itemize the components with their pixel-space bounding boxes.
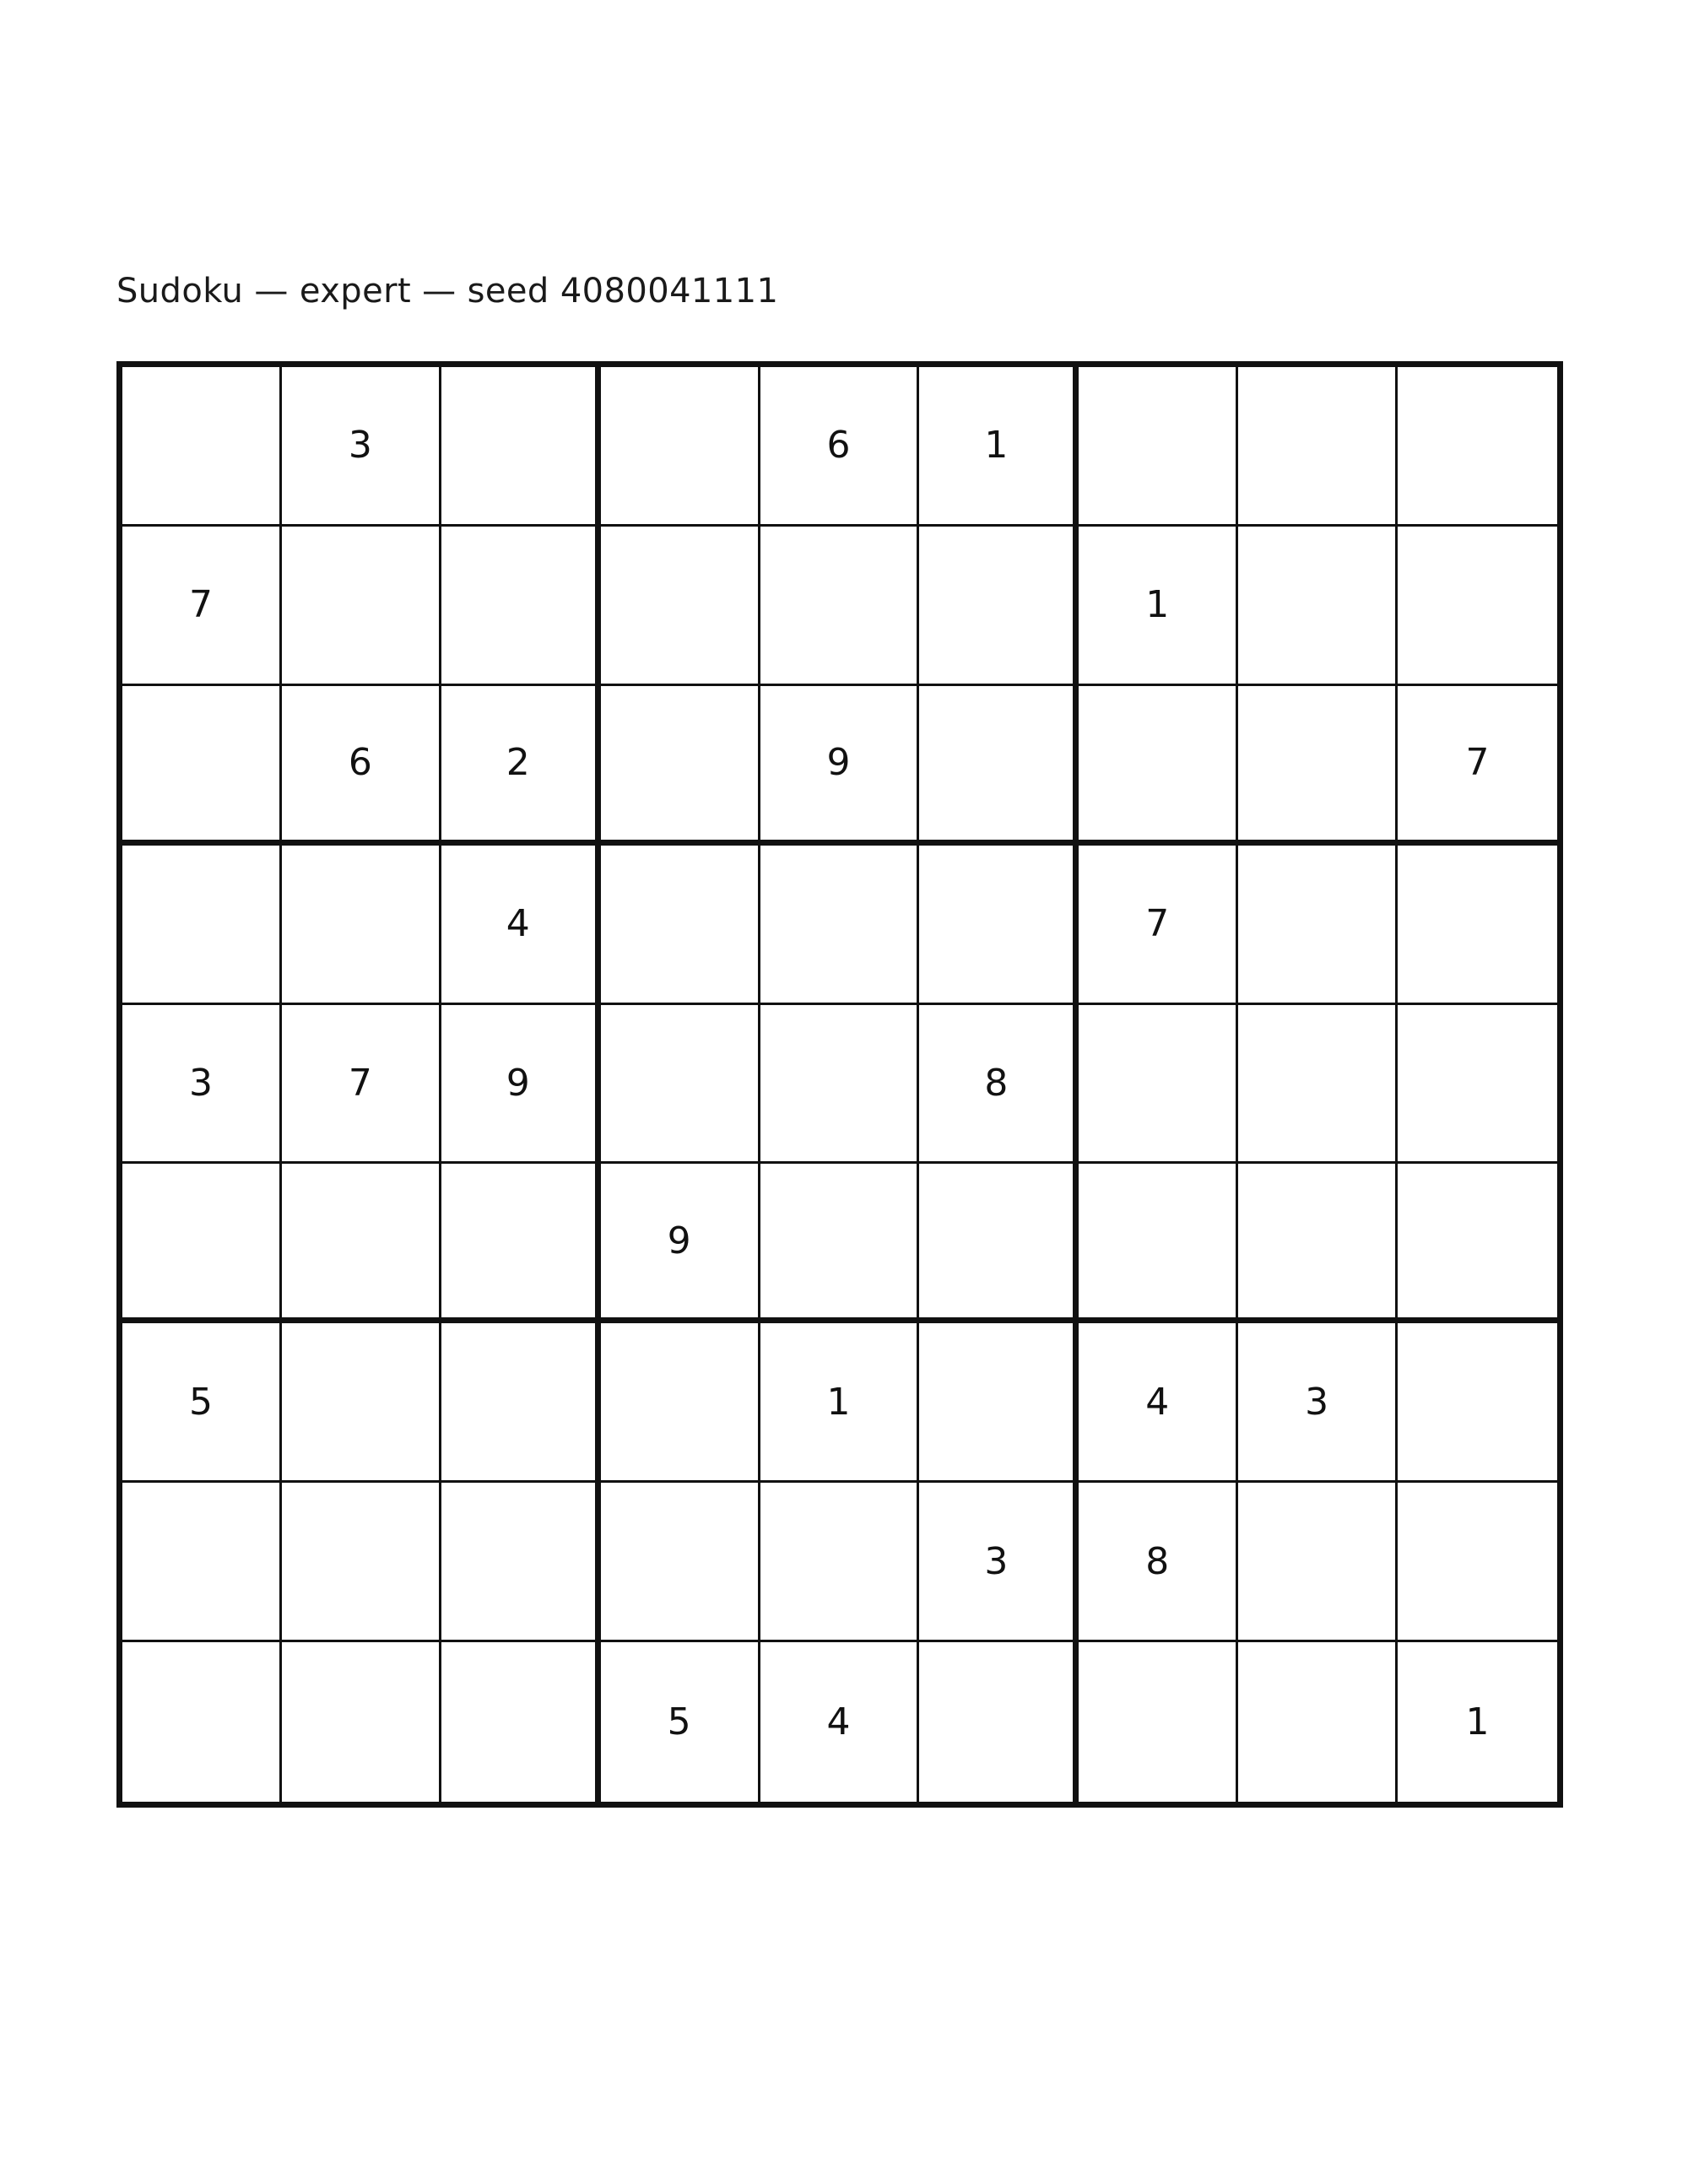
sudoku-cell[interactable] — [1079, 1005, 1238, 1165]
sudoku-cell[interactable]: 3 — [122, 1005, 282, 1165]
sudoku-cell[interactable] — [441, 367, 601, 527]
sudoku-cell[interactable] — [1238, 686, 1398, 846]
sudoku-cell[interactable]: 1 — [1079, 527, 1238, 686]
sudoku-cell[interactable] — [1238, 846, 1398, 1005]
sudoku-cell[interactable] — [919, 686, 1079, 846]
sudoku-cell[interactable] — [441, 1483, 601, 1642]
sudoku-cell[interactable] — [919, 527, 1079, 686]
sudoku-cell[interactable]: 7 — [1398, 686, 1557, 846]
sudoku-cell[interactable] — [760, 1005, 920, 1165]
sudoku-cell[interactable] — [1079, 686, 1238, 846]
sudoku-cell[interactable] — [122, 686, 282, 846]
sudoku-cell[interactable] — [282, 1164, 441, 1323]
sudoku-cell[interactable] — [441, 1323, 601, 1483]
page-title: Sudoku — expert — seed 4080041111 — [116, 272, 779, 311]
sudoku-cell[interactable] — [1238, 1642, 1398, 1802]
sudoku-cell[interactable] — [122, 367, 282, 527]
sudoku-cell[interactable] — [919, 846, 1079, 1005]
sudoku-cell[interactable] — [1238, 1164, 1398, 1323]
sudoku-cell[interactable] — [122, 1642, 282, 1802]
sudoku-cell[interactable] — [1079, 1164, 1238, 1323]
sudoku-cell[interactable] — [1398, 1483, 1557, 1642]
sudoku-cell[interactable]: 3 — [282, 367, 441, 527]
sudoku-cell[interactable]: 7 — [282, 1005, 441, 1165]
sudoku-cell[interactable] — [760, 1164, 920, 1323]
sudoku-cell[interactable]: 7 — [122, 527, 282, 686]
sudoku-cell[interactable] — [282, 1642, 441, 1802]
sudoku-cell[interactable]: 1 — [760, 1323, 920, 1483]
sudoku-cell[interactable]: 4 — [760, 1642, 920, 1802]
sudoku-cell[interactable] — [441, 1642, 601, 1802]
sudoku-cell[interactable]: 5 — [122, 1323, 282, 1483]
sudoku-cell[interactable]: 1 — [919, 367, 1079, 527]
sudoku-cell[interactable] — [282, 1323, 441, 1483]
sudoku-cell[interactable] — [282, 527, 441, 686]
sudoku-cell[interactable] — [1398, 527, 1557, 686]
sudoku-cell[interactable] — [1398, 1323, 1557, 1483]
sudoku-cell[interactable]: 4 — [441, 846, 601, 1005]
sudoku-cell[interactable] — [760, 527, 920, 686]
sudoku-cell[interactable] — [601, 686, 760, 846]
sudoku-cell[interactable]: 9 — [441, 1005, 601, 1165]
sudoku-cell[interactable] — [122, 1483, 282, 1642]
sudoku-cell[interactable] — [1079, 1642, 1238, 1802]
sudoku-cell[interactable] — [122, 1164, 282, 1323]
sudoku-cell[interactable]: 3 — [919, 1483, 1079, 1642]
sudoku-cell[interactable]: 8 — [1079, 1483, 1238, 1642]
sudoku-cell[interactable] — [760, 1483, 920, 1642]
sudoku-cell[interactable] — [1238, 1483, 1398, 1642]
sudoku-cell[interactable] — [601, 1323, 760, 1483]
sudoku-cell[interactable]: 9 — [601, 1164, 760, 1323]
sudoku-cell[interactable] — [601, 846, 760, 1005]
sudoku-cell[interactable] — [601, 1483, 760, 1642]
sudoku-cell[interactable] — [1398, 1164, 1557, 1323]
sudoku-cell[interactable] — [919, 1323, 1079, 1483]
sudoku-cell[interactable]: 3 — [1238, 1323, 1398, 1483]
sudoku-cell[interactable] — [919, 1642, 1079, 1802]
sudoku-cell[interactable]: 7 — [1079, 846, 1238, 1005]
sudoku-cell[interactable]: 8 — [919, 1005, 1079, 1165]
sudoku-cell[interactable]: 4 — [1079, 1323, 1238, 1483]
sudoku-grid-container — [116, 361, 1563, 1808]
sudoku-cell[interactable]: 2 — [441, 686, 601, 846]
sudoku-cell[interactable] — [601, 367, 760, 527]
sudoku-cell[interactable] — [282, 846, 441, 1005]
sudoku-cell[interactable]: 9 — [760, 686, 920, 846]
sudoku-cell[interactable] — [601, 1005, 760, 1165]
sudoku-cell[interactable] — [601, 527, 760, 686]
sudoku-cell[interactable] — [441, 1164, 601, 1323]
sudoku-cell[interactable]: 1 — [1398, 1642, 1557, 1802]
sudoku-cell[interactable]: 6 — [282, 686, 441, 846]
sudoku-cell[interactable]: 5 — [601, 1642, 760, 1802]
sudoku-cell[interactable] — [282, 1483, 441, 1642]
sudoku-cell[interactable] — [760, 846, 920, 1005]
sudoku-cell[interactable] — [122, 846, 282, 1005]
sudoku-cell[interactable] — [1079, 367, 1238, 527]
sudoku-cell[interactable] — [1238, 527, 1398, 686]
sudoku-cell[interactable] — [1398, 846, 1557, 1005]
sudoku-cell[interactable] — [919, 1164, 1079, 1323]
sudoku-cell[interactable] — [1398, 1005, 1557, 1165]
sudoku-cell[interactable] — [1238, 367, 1398, 527]
sudoku-cell[interactable] — [441, 527, 601, 686]
sudoku-cell[interactable] — [1238, 1005, 1398, 1165]
sudoku-cell[interactable]: 6 — [760, 367, 920, 527]
sudoku-cell[interactable] — [1398, 367, 1557, 527]
sudoku-grid[interactable] — [116, 361, 1563, 1808]
